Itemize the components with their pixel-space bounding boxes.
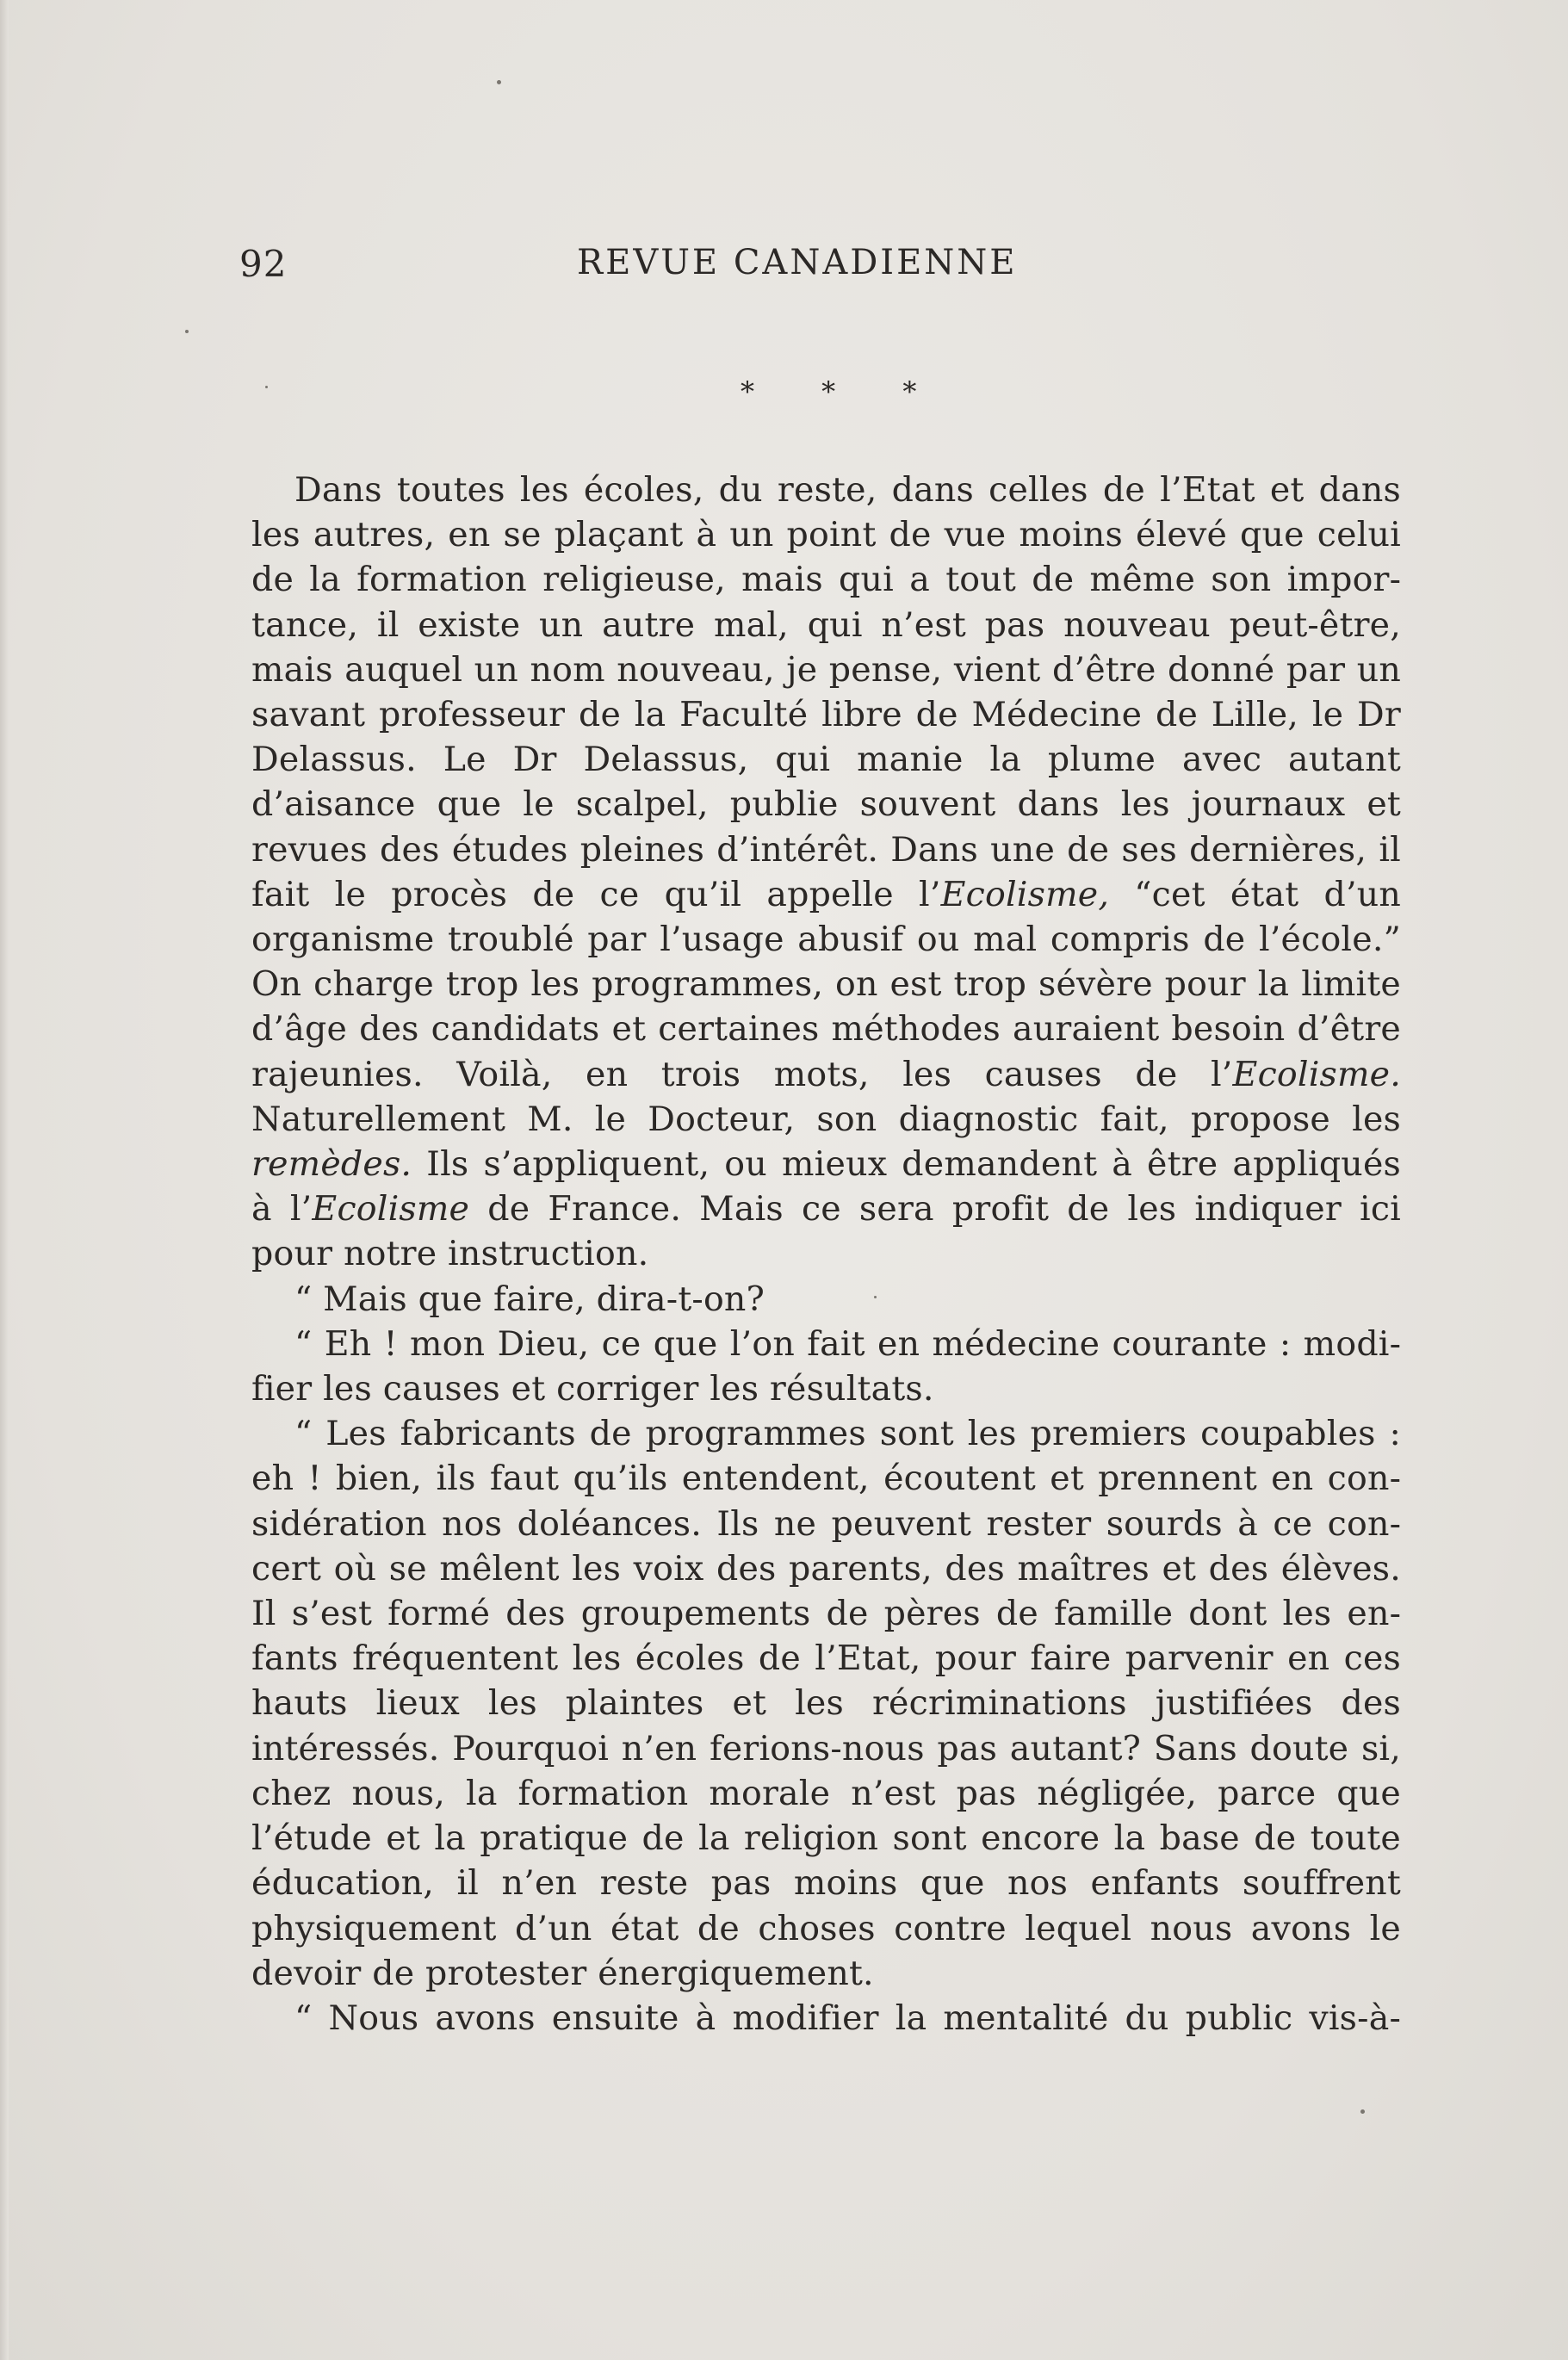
paper-speck [265,386,268,388]
text-run: de France. Mais ce sera profit de les indiquer ici pour notre instruction. [251,1189,1401,1274]
page-header [239,243,1049,294]
text-run: “ Les fabricants de programmes sont les premiers coupables : eh ! bien, ils faut qu’ils entendent, écoutent et prennent en considération nos doléances. Ils ne peuvent rester sourds à ce concert où se mêlent les voix des parents, des maîtres et des élèves. Il s’est formé des groupements de pères de famille dont les enfants fréquentent les écoles de l’Etat, pour faire parvenir en ces hauts lieux les plaintes et les récriminations justifiées des intéressés. Pourquoi n’en ferions-nous pas autant? Sans doute si, chez nous, la formation morale n’est pas négligée, parce que l’étude et la pratique de la religion sont encore la base de toute éducation, il n’en reste pas moins que nos enfants souffrent physiquement d’un état de choses contre lequel nous avons le devoir de protester énergiquement. [251,1414,1401,1993]
paper-speck [185,330,189,333]
paragraph [251,1277,1401,1322]
body-text [251,468,1401,2041]
paper-speck [874,1296,877,1298]
paper-speck [1360,2109,1365,2114]
text-run: “ Mais que faire, dira-t-on? [294,1279,765,1319]
italic-run: Ecolisme [312,1189,470,1230]
italic-run: remèdes. [251,1144,412,1185]
page-edge-shadow [0,0,9,2360]
page-number: 92 [239,243,288,285]
running-title: REVUE CANADIENNE [577,243,1018,282]
text-run: “ Nous avons ensuite à modifier la mentalité du public vis-à- [294,1998,1401,2038]
text-run: Naturellement M. le Docteur, son diagnostic fait, propose les [251,1099,1401,1139]
text-run: Ils s’appliquent, ou mieux demandent à être appliqués à l’ [251,1144,1401,1230]
paragraph [251,468,1401,1277]
text-run: “ Eh ! mon Dieu, ce que l’on fait en médecine courante : modifier les causes et corriger les résultats. [251,1323,1401,1409]
paragraph [251,1411,1401,1996]
italic-run: Ecolisme, [940,874,1110,914]
italic-run: Ecolisme. [1232,1054,1401,1094]
paper-speck [497,80,501,84]
paragraph [251,1996,1401,2041]
text-run: “cet état d’un organisme troublé par l’usage abusif ou mal compris de l’école.” On charge trop les programmes, on est trop sévère pour la limite d’âge des candidats et certaines méthodes auraient besoin d’être rajeunies. Voilà, en trois mots, les causes de l’ [251,874,1401,1094]
paragraph [251,1322,1401,1411]
section-separator: * * * [741,375,946,408]
text-run: Dans toutes les écoles, du reste, dans celles de l’Etat et dans les autres, en se plaçant à un point de vue moins élevé que celui de la formation religieuse, mais qui a tout de même son importance, il existe un autre mal, qui n’est pas nouveau peut-être, mais auquel un nom nouveau, je pense, vient d’être donné par un savant professeur de la Faculté libre de Médecine de Lille, le Dr Delassus. Le Dr Delassus, qui manie la plume avec autant d’aisance que le scalpel, publie souvent dans les journaux et revues des études pleines d’intérêt. Dans une de ses dernières, il fait le procès de ce qu’il appelle l’ [251,470,1401,914]
